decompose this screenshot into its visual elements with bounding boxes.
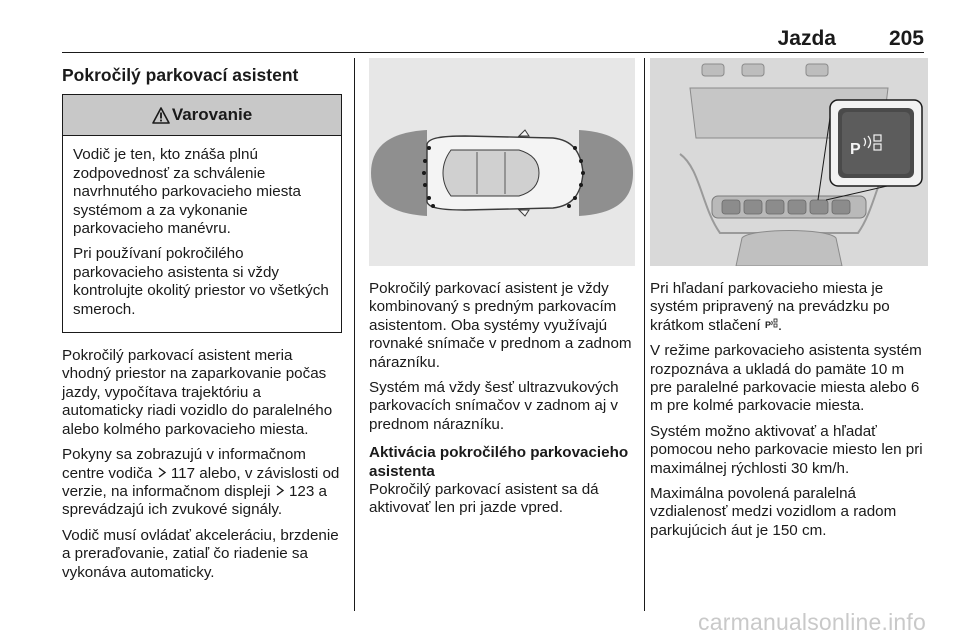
svg-text:P: P	[764, 319, 771, 330]
warning-text: Vodič je ten, kto znáša plnú zodpovednosť za schválenie navrhnutého parkovacieho miesta systémom a za vykonanie parkovacieho manévru.	[73, 146, 301, 238]
page-reference-icon	[275, 485, 285, 496]
page-number: 205	[888, 27, 924, 50]
body-paragraph: Systém má vždy šesť ultrazvukových parkovacích snímačov v zadnom aj v prednom nárazníku.	[369, 379, 619, 433]
watermark: carmanualsonline.info	[698, 609, 926, 635]
body-paragraph: Pokročilý parkovací asistent meria vhodný priestor na zaparkovanie počas jazdy, vypočítava trajektóriu a automaticky riadi vozidlo do paralelného alebo kolmého parkovacieho miesta.	[62, 347, 333, 438]
warning-header	[63, 95, 341, 136]
warning-text: Pri používaní pokročilého parkovacieho asistenta si vždy kontrolujte okolitý priestor vo všetkých smeroch.	[73, 245, 329, 318]
column-middle	[369, 58, 635, 525]
column-left	[62, 58, 344, 589]
warning-label: Varovanie	[171, 105, 253, 125]
section-title: Pokročilý parkovací asistent	[62, 65, 299, 85]
body-paragraph: Pri hľadaní parkovacieho miesta je systém pripravený na prevádzku po krátkom stlačení P .	[650, 280, 890, 334]
sensor-range-illustration	[369, 58, 635, 266]
warning-body	[63, 136, 341, 332]
body-paragraph: Maximálna povolená paralelná vzdialenosť medzi vozidlom a radom parkujúcich áut je 150 cm.	[650, 485, 897, 539]
parking-button-label: P	[850, 141, 861, 158]
body-paragraph: Pokyny sa zobrazujú v informačnom centre vodiča 117 alebo, v závislosti od verzie, na informačnom displeji 123 a sprevádzajú ich zvukové signály.	[62, 446, 340, 519]
body-paragraph: Systém možno aktivovať a hľadať pomocou neho parkovacie miesto len pri maximálnej rýchlosti 30 km/h.	[650, 422, 923, 477]
body-paragraph: Pokročilý parkovací asistent je vždy kombinovaný s predným parkovacím asistentom. Oba systémy využívajú rovnaké snímače v prednom a zadnom nárazníku.	[369, 280, 632, 371]
center-console-image	[650, 58, 928, 266]
car-top-view-image	[369, 58, 635, 266]
body-paragraph: V režime parkovacieho asistenta systém rozpoznáva a ukladá do pamäte 10 m pre paralelné parkovacie miesta alebo 6 m pre kolmé parkovacie miesta.	[650, 342, 922, 415]
page-reference-icon	[157, 467, 167, 478]
warning-triangle-icon	[152, 107, 170, 124]
column-divider	[644, 58, 645, 611]
warning-box	[62, 94, 342, 333]
column-right	[650, 58, 928, 547]
chapter-title: Jazda	[777, 27, 836, 50]
parking-assist-icon	[765, 318, 778, 330]
column-divider	[354, 58, 355, 611]
page-header	[62, 26, 924, 53]
subheading: Aktivácia pokročilého parkovacieho asistenta	[369, 444, 629, 480]
body-paragraph: Pokročilý parkovací asistent sa dá aktivovať len pri jazde vpred.	[369, 481, 599, 517]
body-paragraph: Vodič musí ovládať akceleráciu, brzdenie a preraďovanie, zatiaľ čo riadenie sa vykonáva automaticky.	[62, 526, 339, 581]
console-button-illustration	[650, 58, 928, 266]
